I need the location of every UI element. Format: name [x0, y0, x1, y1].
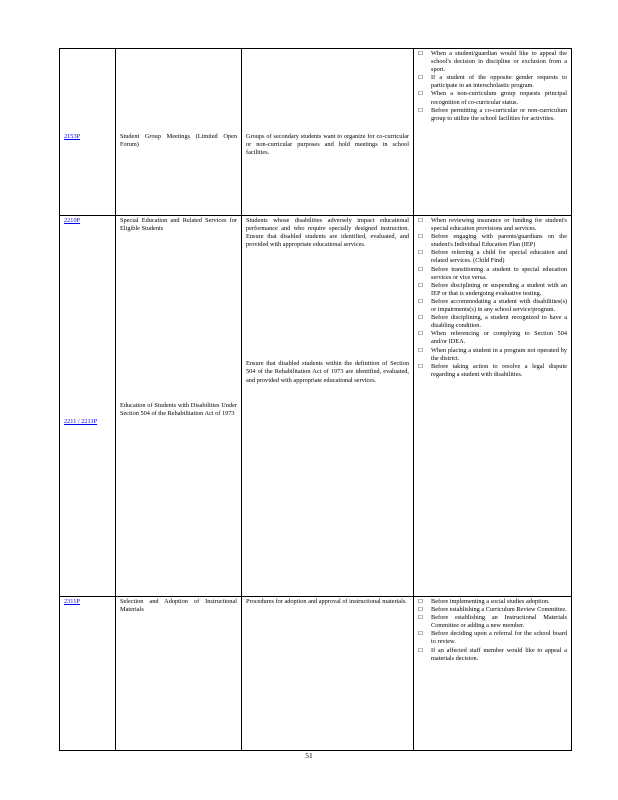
- policy-purpose: Groups of secondary students want to organize for co-curricular or non-curricular purposes and hold meetings in school facilities.: [246, 133, 409, 157]
- policy-code-link[interactable]: 2210P: [64, 217, 81, 224]
- table-row: [60, 597, 572, 751]
- policy-purpose: Procedures for adoption and approval of instructional materials.: [246, 598, 407, 605]
- policy-purpose: Students whose disabilities adversely impact educational performance and who require specially designed instruction. Ensure that disabled students are identified, evaluated, and provided with appropriate educational services.: [246, 217, 409, 249]
- policy-code-cell: [60, 216, 116, 597]
- policy-code-link[interactable]: 2311P: [64, 598, 80, 605]
- table-row: [60, 216, 572, 597]
- list-item: ☐ When referencing or complying to Section 504 and/or IDEA.: [418, 330, 567, 346]
- list-item: ☐ Before engaging with parents/guardians on the student's Individual Education Plan (IEP): [418, 233, 567, 249]
- policy-title: Student Group Meetings (Limited Open Forum): [120, 133, 237, 149]
- list-item: ☐ Before taking action to resolve a legal dispute regarding a student with disabilities.: [418, 363, 567, 379]
- policy-when-cell: [414, 216, 572, 597]
- policy-purpose-cell: [242, 597, 414, 751]
- list-item: ☐ Before transitioning a student to special education services or vice versa.: [418, 266, 567, 282]
- list-item: ☐ Before accommodating a student with disabilities(s) or impairments(s) in any school service/program.: [418, 298, 567, 314]
- list-item: ☐ Before establishing an Instructional Materials Committee or adding a new member.: [418, 614, 567, 630]
- list-item: ☐ When placing a student in a program not operated by the district.: [418, 347, 567, 363]
- table-row: [60, 49, 572, 216]
- policy-purpose: Ensure that disabled students within the definition of Section 504 of the Rehabilitation Act of 1973 are identified, evaluated, and provided with appropriate educational services.: [246, 360, 409, 384]
- when-list: [418, 50, 567, 123]
- policy-title-cell: [116, 597, 242, 751]
- list-item: ☐ If a student of the opposite gender requests to participate in an interscholastic program.: [418, 74, 567, 90]
- policy-title-cell: [116, 49, 242, 216]
- policy-purpose-cell: [242, 49, 414, 216]
- list-item: ☐ Before implementing a social studies adoption.: [418, 598, 567, 606]
- policy-title: Special Education and Related Services for Eligible Students: [120, 217, 237, 233]
- policy-purpose-cell: [242, 216, 414, 597]
- list-item: ☐ When a non-curriculum group requests principal recognition of co-curricular status.: [418, 90, 567, 106]
- list-item: ☐ Before deciding upon a referral for the school board to review.: [418, 630, 567, 646]
- when-list: [418, 598, 567, 663]
- list-item: ☐ Before permitting a co-curricular or non-curriculum group to utilize the school facilities for activities.: [418, 107, 567, 123]
- policy-table: [59, 48, 572, 751]
- policy-when-cell: [414, 49, 572, 216]
- policy-code-link[interactable]: 2211 / 2211P: [64, 418, 98, 426]
- page-number: 51: [305, 751, 313, 760]
- list-item: ☐ Before disciplining, a student recognized to have a disabling condition.: [418, 314, 567, 330]
- policy-title: Selection and Adoption of Instructional Materials: [120, 598, 237, 614]
- list-item: ☐ Before establishing a Curriculum Review Committee.: [418, 606, 567, 614]
- list-item: ☐ Before disciplining or suspending a student with an IEP or that is undergoing evaluative testing.: [418, 282, 567, 298]
- policy-when-cell: [414, 597, 572, 751]
- list-item: ☐ When a student/guardian would like to appeal the school's decision in discipline or exclusion from a sport.: [418, 50, 567, 74]
- policy-title: Education of Students with Disabilities Under Section 504 of the Rehabilitation Act of 1973: [120, 402, 237, 418]
- policy-title-cell: [116, 216, 242, 597]
- policy-code-cell: [60, 597, 116, 751]
- list-item: ☐ Before referring a child for special education and related services. (Child Find): [418, 249, 567, 265]
- when-list: [418, 217, 567, 379]
- list-item: ☐ When reviewing insurance or funding for student's special education provisions and services.: [418, 217, 567, 233]
- policy-code-cell: [60, 49, 116, 216]
- list-item: ☐ If an affected staff member would like to appeal a materials decision.: [418, 647, 567, 663]
- policy-code-link[interactable]: 2153P: [64, 133, 81, 140]
